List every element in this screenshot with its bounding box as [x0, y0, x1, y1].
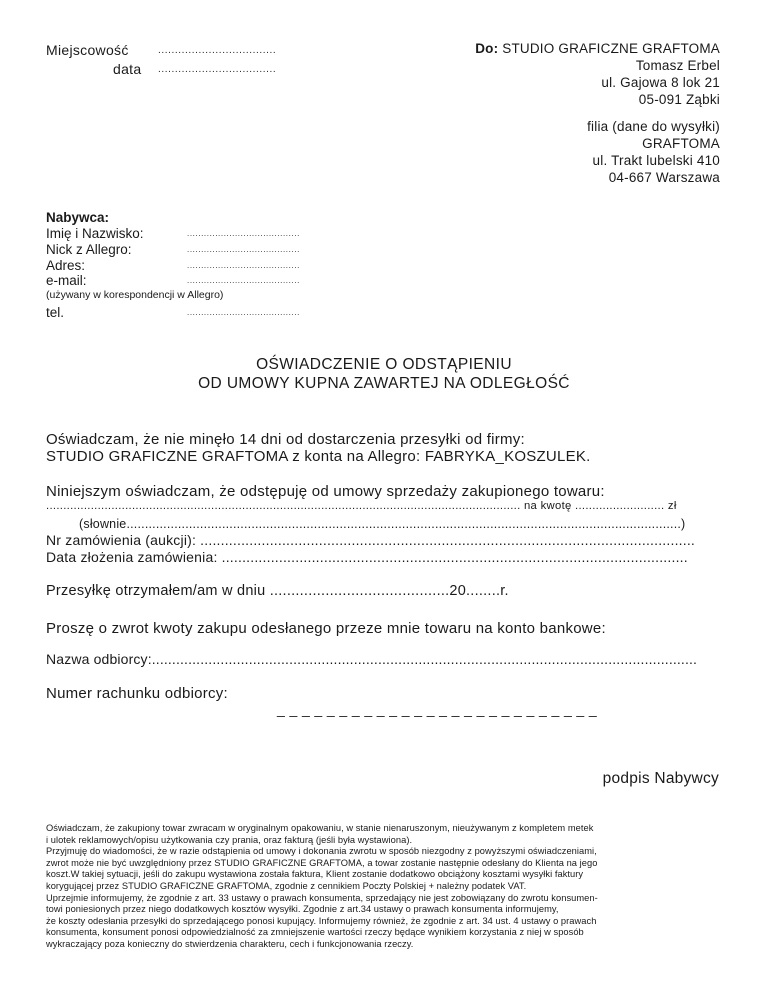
fine-print-line: że koszty odesłania przesyłki do sprzedającego ponosi kupujący. Informujemy również, że zgodnie z art. 34 ust. 4 ustawy o prawach: [46, 915, 597, 926]
statement-line2: STUDIO GRAFICZNE GRAFTOMA z konta na Allegro: FABRYKA_KOSZULEK.: [46, 448, 591, 465]
buyer-nick-label: Nick z Allegro:: [46, 242, 132, 257]
fine-print-line: Oświadczam, że zakupiony towar zwracam w oryginalnym opakowaniu, w stanie nienaruszonym, nieużywanym z kompletem metek: [46, 823, 594, 833]
refund-request: Proszę o zwrot kwoty zakupu odesłanego przeze mnie towaru na konto bankowe:: [46, 620, 606, 637]
buyer-nick-field[interactable]: ........................................: [187, 245, 300, 254]
order-number-field[interactable]: Nr zamówienia (aukcji): .........................................................................................................................: [46, 532, 696, 548]
buyer-phone-field[interactable]: ........................................: [187, 308, 300, 317]
amount-in-words-field[interactable]: (słownie.......................................................................................................................................................): [79, 517, 686, 531]
fine-print-line: i ulotek reklamowych/opisu użytkowania czy prania, oraz fakturą (jeśli była wystawiona).: [46, 834, 413, 845]
place-field[interactable]: ...................................: [158, 45, 277, 56]
fine-print-line: zwrot może nie być uwzględniony przez STUDIO GRAFICZNE GRAFTOMA, a towar zostanie następnie odesłany do Klienta na jego: [46, 857, 598, 868]
received-date-field[interactable]: Przesyłkę otrzymałem/am w dniu ..........................................20........r.: [46, 583, 509, 599]
date-label: data: [113, 61, 142, 77]
fine-print-line: Uprzejmie informujemy, że zgodnie z art. 33 ustawy o prawach konsumenta, sprzedający nie jest zobowiązany do zwrotu konsumen-: [46, 892, 598, 903]
account-number-label: Numer rachunku odbiorcy:: [46, 685, 228, 702]
document-title-line1: OŚWIADCZENIE O ODSTĄPIENIU: [256, 356, 512, 373]
date-field[interactable]: ...................................: [158, 64, 277, 75]
to-label: Do:: [475, 41, 499, 56]
buyer-name-field[interactable]: ........................................: [187, 229, 300, 238]
recipient-name: STUDIO GRAFICZNE GRAFTOMA: [502, 41, 720, 56]
signature-label: podpis Nabywcy: [602, 770, 719, 787]
branch-city: 04-667 Warszawa: [608, 170, 720, 185]
branch-heading: filia (dane do wysyłki): [587, 119, 720, 134]
buyer-heading: Nabywca:: [46, 210, 110, 225]
fine-print-line: korygującej przez STUDIO GRAFICZNE GRAFTOMA, zgodnie z cennikiem Poczty Polskiej + należny podatek VAT.: [46, 880, 527, 891]
recipient-person: Tomasz Erbel: [635, 58, 720, 73]
branch-street: ul. Trakt lubelski 410: [592, 153, 720, 168]
place-label: Miejscowość: [46, 42, 129, 58]
recipient-block: [475, 40, 720, 108]
product-and-amount-field[interactable]: .......................................................................................................................................... na kwotę .......................... zł: [46, 500, 677, 512]
buyer-email-note: (używany w korespondencji w Allegro): [46, 289, 224, 301]
order-date-field[interactable]: Data złożenia zamówienia: ..................................................................................................................: [46, 549, 688, 565]
statement-line1: Oświadczam, że nie minęło 14 dni od dostarczenia przesyłki od firmy:: [46, 431, 525, 448]
buyer-address-label: Adres:: [46, 258, 86, 273]
account-holder-field[interactable]: Nazwa odbiorcy:.......................................................................................................................................: [46, 651, 698, 667]
fine-print-line: towi poniesionych przez niego dodatkowych kosztów wysyłki. Zgodnie z art.34 ustawy o prawach konsumenta informujemy,: [46, 904, 559, 915]
buyer-email-label: e-mail:: [46, 273, 87, 288]
fine-print: [46, 823, 598, 951]
buyer-name-label: Imię i Nazwisko:: [46, 226, 144, 241]
buyer-address-field[interactable]: ........................................: [187, 261, 300, 270]
recipient-name-line: [475, 40, 720, 57]
buyer-phone-label: tel.: [46, 305, 65, 320]
fine-print-line: koszt.W takiej sytuacji, jeśli do zakupu wystawiona została faktura, Klient zostanie dodatkowo obciążony kosztami wysyłki faktury: [46, 869, 584, 880]
fine-print-line: wykraczający poza konieczny do stwierdzenia charakteru, cech i funkcjonowania rzeczy.: [46, 938, 414, 949]
fine-print-line: konsumenta, konsument ponosi odpowiedzialność za zmniejszenie wartości rzeczy będące wynikiem korzystania z niej w sposób: [46, 927, 584, 938]
recipient-street: ul. Gajowa 8 lok 21: [601, 75, 720, 90]
buyer-email-field[interactable]: ........................................: [187, 276, 300, 285]
withdrawal-line1: Niniejszym oświadczam, że odstępuję od umowy sprzedaży zakupionego towaru:: [46, 483, 605, 500]
branch-name: GRAFTOMA: [642, 136, 720, 151]
recipient-city: 05-091 Ząbki: [638, 92, 720, 107]
fine-print-line: Przyjmuję do wiadomości, że w razie odstąpienia od umowy i dokonania zwrotu w sposób niezgodny z powyższymi oświadczeniami,: [46, 846, 597, 857]
branch-block: [587, 118, 720, 186]
document-title-line2: OD UMOWY KUPNA ZAWARTEJ NA ODLEGŁOŚĆ: [198, 375, 570, 392]
account-number-field[interactable]: _ _ _ _ _ _ _ _ _ _ _ _ _ _ _ _ _ _ _ _ _ _ _ _ _ _: [277, 701, 598, 717]
